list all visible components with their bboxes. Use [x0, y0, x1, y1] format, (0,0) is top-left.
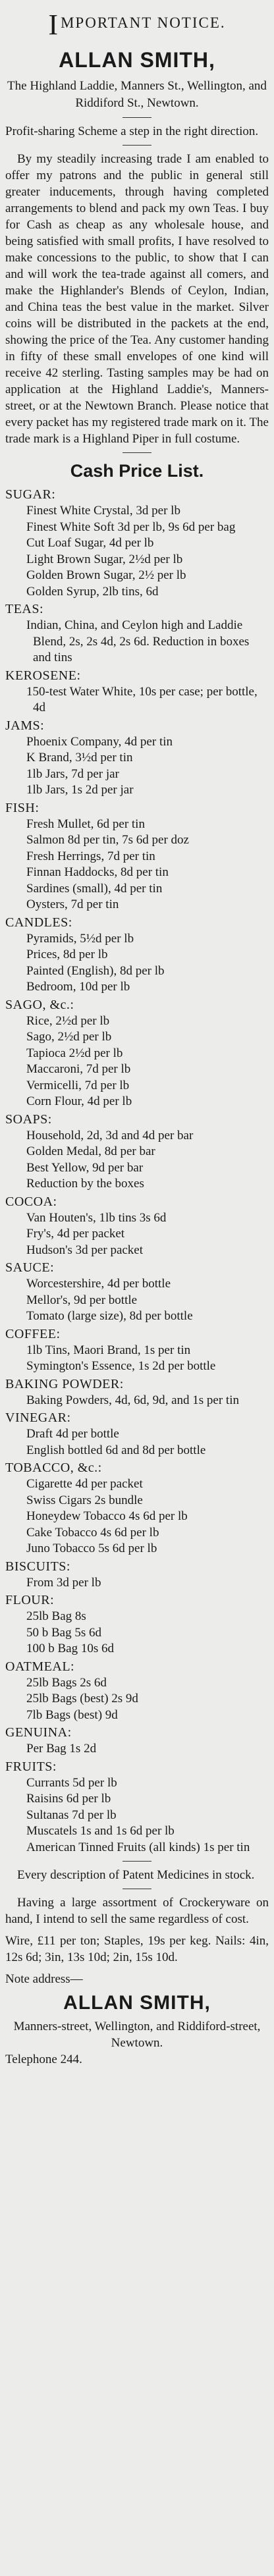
price-item: Maccaroni, 7d per lb [26, 1062, 131, 1076]
notice-heading-text: MPORTANT NOTICE. [60, 14, 226, 31]
price-item: Golden Medal, 8d per bar [26, 1144, 155, 1158]
price-item: Finnan Haddocks, 8d per tin [26, 865, 169, 879]
price-item: 25lb Bags 2s 6d [26, 1675, 107, 1690]
price-item: Worcestershire, 4d per bottle [26, 1277, 171, 1291]
price-item: Oysters, 7d per tin [26, 898, 119, 911]
price-item: Van Houten's, 1lb tins 3s 6d [26, 1210, 167, 1225]
price-item: From 3d per lb [26, 1575, 101, 1590]
category-heading: BISCUITS: [5, 1559, 70, 1574]
price-item: Reduction by the boxes [26, 1177, 144, 1191]
price-list [5, 487, 269, 1856]
telephone: Telephone 244. [5, 2053, 82, 2066]
hardware-paragraph: Wire, £11 per ton; Staples, 19s per keg. Nails: 4in, 12s 6d; 3in, 13s 10d; 2in, 15s 10d. [5, 1934, 269, 1964]
price-item: Currants 5d per lb [26, 1775, 117, 1790]
category-heading: GENUINA: [5, 1725, 72, 1740]
price-item: Juno Tobacco 5s 6d per lb [26, 1542, 157, 1555]
price-item: Sardines (small), 4d per tin [26, 881, 163, 896]
announcement-paragraph: By my steadily increasing trade I am enabled to offer my patrons and the public in general still greater inducements, through having completed arrangements to blend and pack my own Teas. I buy for Cash as cheap as any wholesale house, and being satisfied with small profits, I have resolved to make concessions to the public, to show that I can and will work the tea-trade against all comers, and make the Highlander's Blends of Ceylon, Indian, and China teas the best value in the market. Silver coins will be distributed in the packets at the end, showing the price of the Tea. Any customer handing in fifty of these small envelopes of one kind will receive 42 sterling. Tasting samples may be had on application at the Highland Laddie's, Manners-street, or at the Newtown Branch. Please notice that every packet has my registered trade mark on it. The trade mark is a Highland Piper in full costume. [5, 152, 269, 446]
category-items [5, 734, 269, 799]
category-heading: BAKING POWDER: [5, 1376, 124, 1391]
price-item: 150-test Water White, 10s per case; per bottle, 4d [26, 684, 258, 714]
price-item: 50 b Bag 5s 6d [26, 1625, 101, 1640]
price-item: Sago, 2½d per lb [26, 1030, 112, 1044]
price-item: Prices, 8d per lb [26, 948, 108, 961]
price-item: 1lb Tins, Maori Brand, 1s per tin [26, 1343, 191, 1357]
footer-address: Manners-street, Wellington, and Riddiford-street, Newtown. [13, 2020, 261, 2050]
category-items [5, 618, 269, 666]
price-item: English bottled 6d and 8d per bottle [26, 1443, 206, 1457]
category-items [5, 1426, 269, 1459]
price-item: Painted (English), 8d per lb [26, 963, 165, 978]
price-item: Finest White Crystal, 3d per lb [26, 504, 180, 518]
category-heading: FISH: [5, 800, 40, 815]
category-heading: SOAPS: [5, 1112, 52, 1127]
category-items [5, 1393, 269, 1409]
category-heading: SAGO, &c.: [5, 997, 74, 1012]
crockery-paragraph: Having a large assortment of Crockeryware on hand, I intend to sell the same regardless of cost. [5, 1896, 269, 1926]
price-item: Salmon 8d per tin, 7s 6d per doz [26, 833, 189, 847]
price-list-title: Cash Price List. [70, 461, 204, 481]
category-heading: SAUCE: [5, 1260, 55, 1275]
price-item: Hudson's 3d per packet [26, 1243, 144, 1257]
price-item: Light Brown Sugar, 2½d per lb [26, 552, 183, 566]
category-heading: CANDLES: [5, 915, 72, 930]
price-item: Baking Powders, 4d, 6d, 9d, and 1s per tin [26, 1393, 239, 1407]
footer-merchant-name: ALLAN SMITH, [63, 1992, 211, 2014]
price-item: 100 b Bag 10s 6d [26, 1642, 114, 1655]
price-item: Cake Tobacco 4s 6d per lb [26, 1525, 159, 1540]
price-item: Cut Loaf Sugar, 4d per lb [26, 536, 154, 550]
category-items [5, 817, 269, 913]
category-items [5, 1775, 269, 1856]
price-item: Indian, China, and Ceylon high and Laddie Blend, 2s, 2s 4d, 2s 6d. Reduction in boxes and tins [26, 618, 250, 664]
price-item: Symington's Essence, 1s 2d per bottle [26, 1359, 216, 1373]
price-item: Fry's, 4d per packet [26, 1227, 125, 1241]
price-item: Sultanas 7d per lb [26, 1808, 117, 1822]
price-item: Best Yellow, 9d per bar [26, 1160, 144, 1175]
merchant-address: The Highland Laddie, Manners St., Wellington, and Riddiford St., Newtown. [7, 79, 267, 110]
price-item: Golden Syrup, 2lb tins, 6d [26, 584, 159, 599]
divider [123, 1861, 151, 1862]
price-item: American Tinned Fruits (all kinds) 1s per tin [26, 1840, 250, 1854]
divider [123, 117, 151, 118]
category-heading: TOBACCO, &c.: [5, 1461, 102, 1475]
address-note: Note address— [5, 1972, 83, 1986]
category-items [5, 1013, 269, 1110]
category-items [5, 931, 269, 996]
price-item: Cigarette 4d per packet [26, 1477, 143, 1491]
medicines-paragraph: Every description of Patent Medicines in stock. [17, 1868, 255, 1882]
category-items [5, 1210, 269, 1259]
price-item: Honeydew Tobacco 4s 6d per lb [26, 1509, 188, 1523]
category-heading: COCOA: [5, 1194, 57, 1209]
divider [123, 452, 151, 453]
price-item: Phoenix Company, 4d per tin [26, 734, 173, 749]
price-item: Vermicelli, 7d per lb [26, 1078, 130, 1092]
scheme-line: Profit-sharing Scheme a step in the right direction. [5, 124, 259, 138]
price-item: Tomato (large size), 8d per bottle [26, 1309, 193, 1323]
category-items [5, 684, 269, 716]
category-items [5, 1276, 269, 1325]
price-item: 25lb Bag 8s [26, 1609, 86, 1623]
price-item: Raisins 6d per lb [26, 1792, 111, 1806]
category-items [5, 1741, 269, 1758]
price-item: 7lb Bags (best) 9d [26, 1707, 118, 1722]
category-items [5, 1675, 269, 1724]
price-item: Finest White Soft 3d per lb, 9s 6d per bag [26, 520, 236, 534]
price-item: Household, 2d, 3d and 4d per bar [26, 1128, 194, 1142]
price-item: 1lb Jars, 7d per jar [26, 766, 119, 781]
price-item: Draft 4d per bottle [26, 1427, 119, 1441]
price-item: Rice, 2½d per lb [26, 1013, 110, 1028]
price-item: Mellor's, 9d per bottle [26, 1293, 138, 1307]
price-item: 1lb Jars, 1s 2d per jar [26, 783, 134, 797]
price-item: Golden Brown Sugar, 2½ per lb [26, 568, 186, 582]
category-heading: JAMS: [5, 718, 45, 733]
price-item: Tapioca 2½d per lb [26, 1046, 123, 1060]
price-item: Bedroom, 10d per lb [26, 980, 130, 994]
price-item: Per Bag 1s 2d [26, 1742, 97, 1756]
category-heading: KEROSENE: [5, 668, 81, 683]
price-item: 25lb Bags (best) 2s 9d [26, 1692, 138, 1705]
price-item: K Brand, 3½d per tin [26, 751, 133, 765]
price-item: Fresh Mullet, 6d per tin [26, 817, 145, 831]
divider [123, 145, 151, 146]
category-heading: FLOUR: [5, 1593, 55, 1607]
category-items [5, 503, 269, 600]
price-item: Swiss Cigars 2s bundle [26, 1493, 143, 1507]
category-items [5, 1609, 269, 1657]
category-items [5, 1128, 269, 1193]
price-item: Corn Flour, 4d per lb [26, 1094, 132, 1108]
merchant-name: ALLAN SMITH, [59, 48, 215, 72]
category-items [5, 1575, 269, 1592]
category-heading: TEAS: [5, 602, 44, 616]
category-heading: FRUITS: [5, 1759, 57, 1774]
category-items [5, 1343, 269, 1375]
category-heading: SUGAR: [5, 487, 56, 502]
category-heading: COFFEE: [5, 1326, 61, 1341]
price-item: Fresh Herrings, 7d per tin [26, 849, 155, 863]
price-item: Pyramids, 5½d per lb [26, 931, 134, 946]
category-heading: VINEGAR: [5, 1410, 71, 1425]
price-item: Muscatels 1s and 1s 6d per lb [26, 1824, 175, 1838]
category-heading: OATMEAL: [5, 1659, 75, 1674]
notice-heading [5, 8, 269, 41]
notice-initial: I [48, 9, 59, 41]
category-items [5, 1476, 269, 1557]
